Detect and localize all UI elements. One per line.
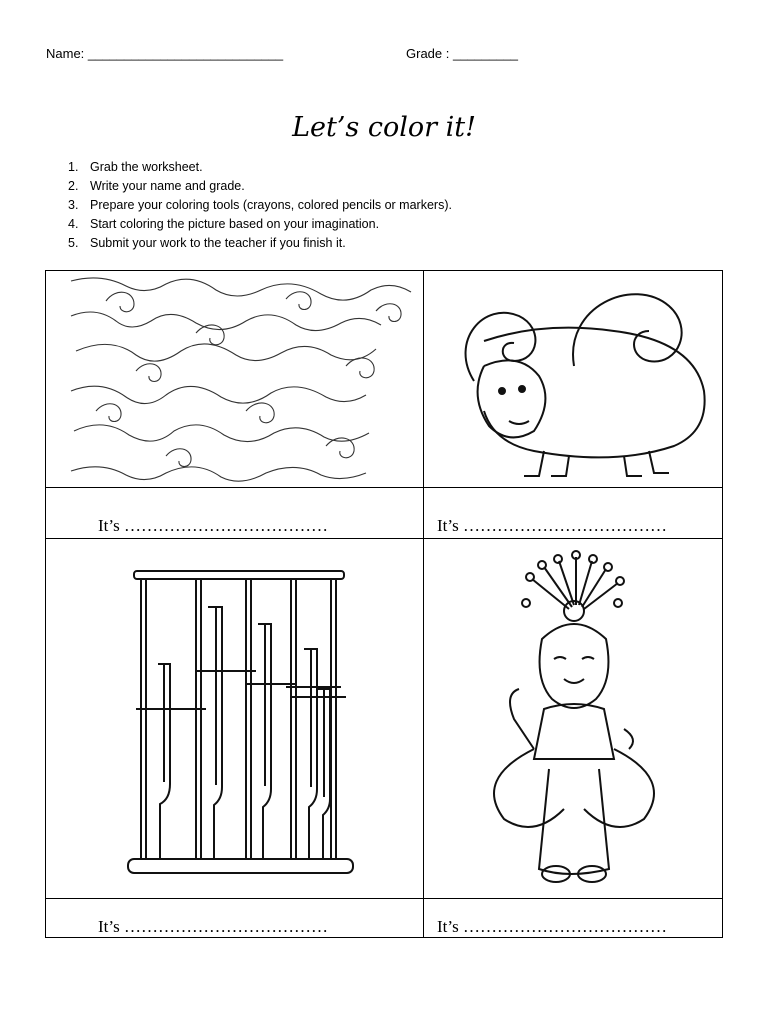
- dancer-girl-icon: [424, 539, 722, 897]
- instruction-item: 1. Grab the worksheet.: [68, 160, 203, 174]
- instruction-item: 2. Write your name and grade.: [68, 179, 245, 193]
- image-cell-angklung: [45, 539, 424, 899]
- answer-cell[interactable]: [45, 487, 424, 539]
- answer-line[interactable]: It’s ………………………………: [437, 917, 667, 936]
- answer-line[interactable]: It’s ………………………………: [437, 516, 667, 535]
- instruction-item: 4. Start coloring the picture based on your imagination.: [68, 217, 380, 231]
- instruction-item: 3. Prepare your coloring tools (crayons, colored pencils or markers).: [68, 198, 452, 212]
- ram-sheep-icon: [424, 271, 722, 487]
- instruction-item: 5. Submit your work to the teacher if you finish it.: [68, 236, 346, 250]
- answer-cell[interactable]: [45, 898, 424, 938]
- instructions-list: [68, 158, 452, 253]
- answer-line[interactable]: It’s ………………………………: [98, 516, 328, 535]
- image-cell-batik: [45, 270, 424, 488]
- angklung-instrument-icon: [46, 539, 423, 897]
- image-cell-ram: [423, 270, 723, 488]
- batik-cloud-pattern-icon: [46, 271, 423, 487]
- worksheet-title: Let’s color it!: [292, 112, 476, 143]
- answer-cell[interactable]: [423, 487, 723, 539]
- answer-cell[interactable]: [423, 898, 723, 938]
- image-cell-dancer: [423, 539, 723, 899]
- grade-field[interactable]: Grade : _________: [406, 46, 519, 61]
- name-field[interactable]: Name: ___________________________: [46, 46, 284, 61]
- answer-line[interactable]: It’s ………………………………: [98, 917, 328, 936]
